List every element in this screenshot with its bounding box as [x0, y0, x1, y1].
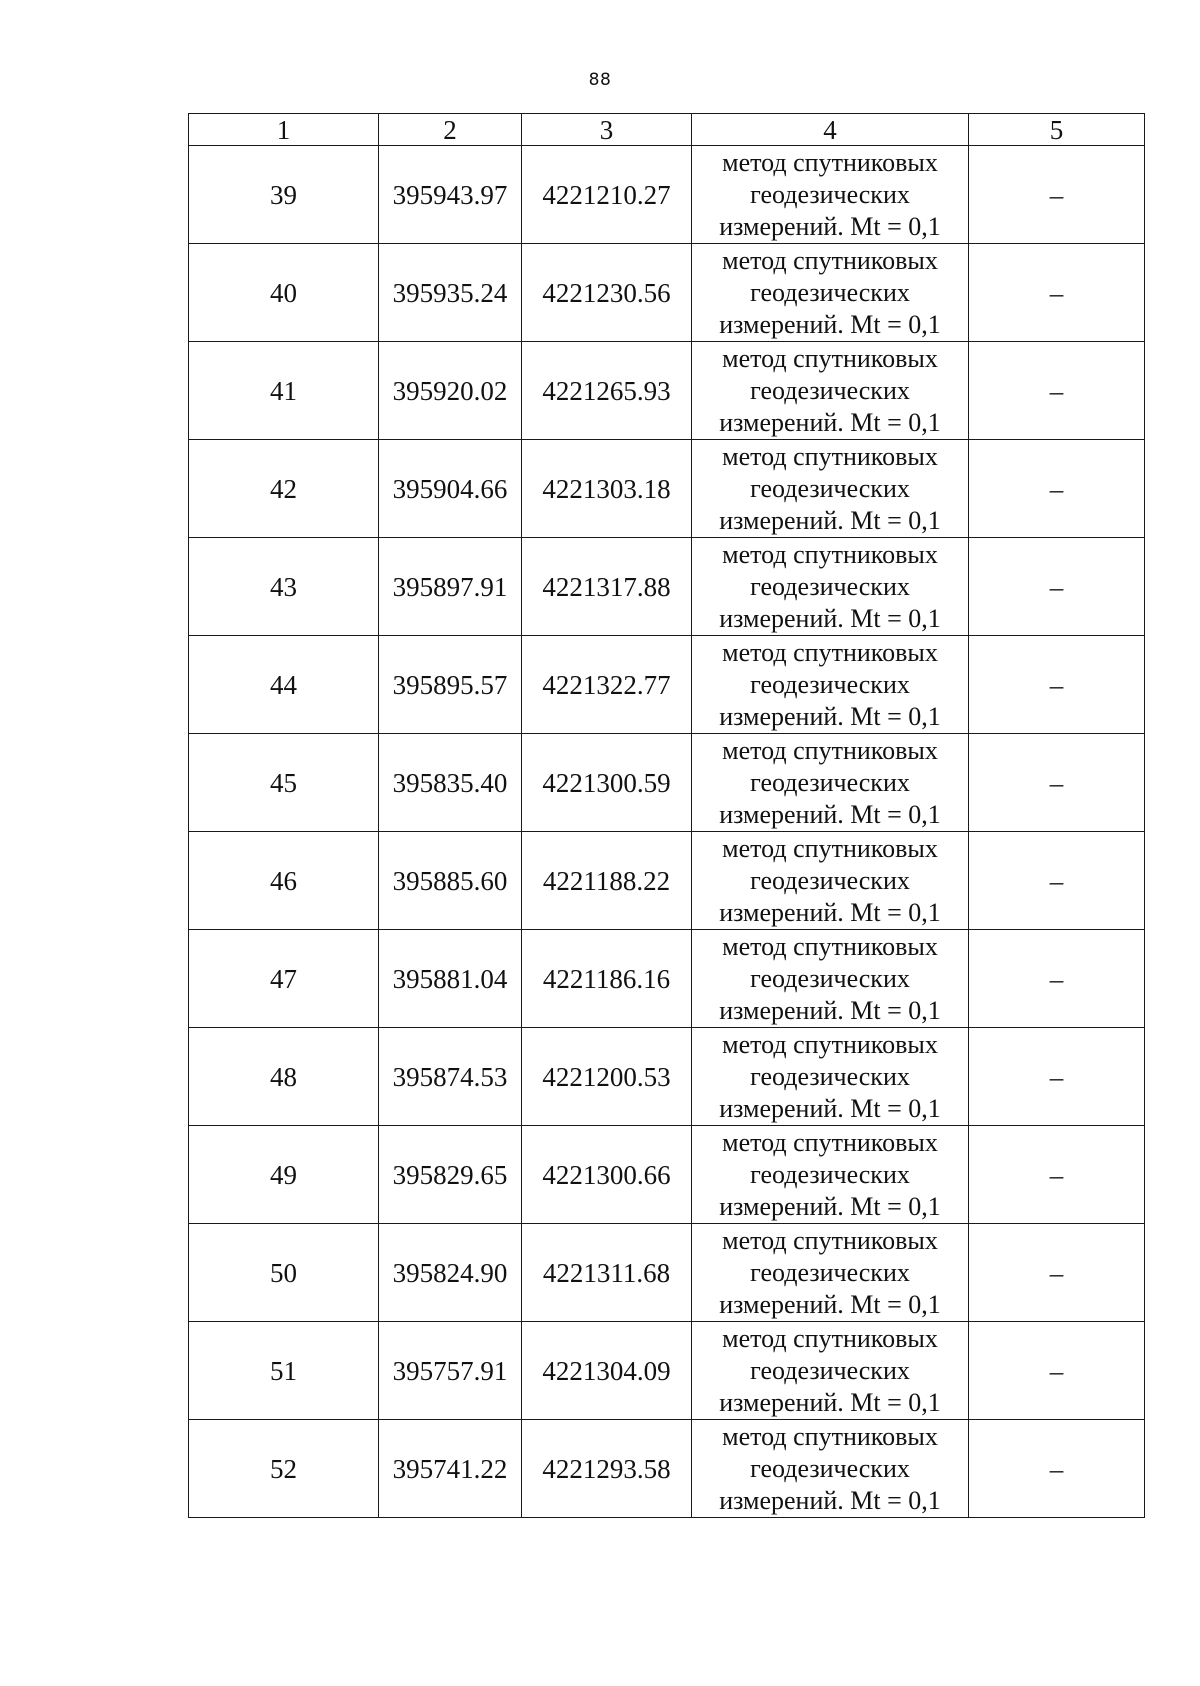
method-line: метод спутниковых	[722, 735, 938, 765]
table-row	[189, 930, 1145, 1028]
coord-x-cell: 395835.40	[379, 734, 522, 832]
method-line: метод спутниковых	[722, 1029, 938, 1059]
method-line: измерений. Mt = 0,1	[719, 505, 941, 535]
point-number-cell: 51	[189, 1322, 379, 1420]
method-line: геодезических	[750, 1061, 910, 1091]
note-cell: –	[969, 1420, 1145, 1518]
method-line: измерений. Mt = 0,1	[719, 1289, 941, 1319]
coord-x-cell: 395885.60	[379, 832, 522, 930]
table-row	[189, 832, 1145, 930]
table-row	[189, 244, 1145, 342]
header-row	[189, 114, 1145, 146]
note-cell: –	[969, 538, 1145, 636]
coord-x-cell: 395824.90	[379, 1224, 522, 1322]
method-line: измерений. Mt = 0,1	[719, 701, 941, 731]
method-line: метод спутниковых	[722, 1323, 938, 1353]
method-line: метод спутниковых	[722, 539, 938, 569]
method-line: метод спутниковых	[722, 245, 938, 275]
point-number-cell: 41	[189, 342, 379, 440]
method-line: геодезических	[750, 473, 910, 503]
point-number-cell: 39	[189, 146, 379, 244]
note-cell: –	[969, 1322, 1145, 1420]
table-row	[189, 440, 1145, 538]
header-col-3: 3	[522, 114, 692, 146]
method-line: измерений. Mt = 0,1	[719, 211, 941, 241]
method-cell	[692, 1322, 969, 1420]
method-cell	[692, 832, 969, 930]
point-number-cell: 48	[189, 1028, 379, 1126]
note-cell: –	[969, 636, 1145, 734]
coord-y-cell: 4221230.56	[522, 244, 692, 342]
point-number-cell: 45	[189, 734, 379, 832]
coord-y-cell: 4221317.88	[522, 538, 692, 636]
method-cell	[692, 440, 969, 538]
coord-y-cell: 4221303.18	[522, 440, 692, 538]
method-line: геодезических	[750, 375, 910, 405]
method-cell	[692, 1028, 969, 1126]
coord-y-cell: 4221265.93	[522, 342, 692, 440]
method-cell	[692, 734, 969, 832]
method-cell	[692, 1420, 969, 1518]
coord-x-cell: 395935.24	[379, 244, 522, 342]
coord-y-cell: 4221300.59	[522, 734, 692, 832]
note-cell: –	[969, 146, 1145, 244]
table-row	[189, 1224, 1145, 1322]
method-line: метод спутниковых	[722, 1127, 938, 1157]
coord-y-cell: 4221293.58	[522, 1420, 692, 1518]
note-cell: –	[969, 440, 1145, 538]
header-col-2: 2	[379, 114, 522, 146]
coord-y-cell: 4221304.09	[522, 1322, 692, 1420]
method-line: измерений. Mt = 0,1	[719, 1093, 941, 1123]
point-number-cell: 49	[189, 1126, 379, 1224]
header-col-1: 1	[189, 114, 379, 146]
method-line: измерений. Mt = 0,1	[719, 799, 941, 829]
method-line: геодезических	[750, 277, 910, 307]
coord-x-cell: 395920.02	[379, 342, 522, 440]
note-cell: –	[969, 832, 1145, 930]
coord-x-cell: 395897.91	[379, 538, 522, 636]
method-line: геодезических	[750, 865, 910, 895]
method-cell	[692, 636, 969, 734]
coord-y-cell: 4221186.16	[522, 930, 692, 1028]
method-cell	[692, 342, 969, 440]
note-cell: –	[969, 930, 1145, 1028]
method-cell	[692, 538, 969, 636]
coord-x-cell: 395904.66	[379, 440, 522, 538]
point-number-cell: 46	[189, 832, 379, 930]
method-line: измерений. Mt = 0,1	[719, 897, 941, 927]
table-row	[189, 342, 1145, 440]
method-line: измерений. Mt = 0,1	[719, 995, 941, 1025]
page-number: 88	[588, 70, 612, 90]
coord-x-cell: 395741.22	[379, 1420, 522, 1518]
method-line: геодезических	[750, 179, 910, 209]
coord-x-cell: 395943.97	[379, 146, 522, 244]
coord-x-cell: 395829.65	[379, 1126, 522, 1224]
point-number-cell: 44	[189, 636, 379, 734]
method-line: метод спутниковых	[722, 931, 938, 961]
point-number-cell: 50	[189, 1224, 379, 1322]
method-line: метод спутниковых	[722, 147, 938, 177]
note-cell: –	[969, 1126, 1145, 1224]
method-line: геодезических	[750, 1355, 910, 1385]
method-line: геодезических	[750, 1159, 910, 1189]
method-cell	[692, 1126, 969, 1224]
point-number-cell: 47	[189, 930, 379, 1028]
coord-x-cell: 395757.91	[379, 1322, 522, 1420]
table-body	[189, 146, 1145, 1518]
method-line: измерений. Mt = 0,1	[719, 407, 941, 437]
table-row	[189, 636, 1145, 734]
note-cell: –	[969, 734, 1145, 832]
method-line: геодезических	[750, 571, 910, 601]
method-line: геодезических	[750, 963, 910, 993]
method-line: геодезических	[750, 767, 910, 797]
method-cell	[692, 244, 969, 342]
method-cell	[692, 146, 969, 244]
method-line: метод спутниковых	[722, 343, 938, 373]
table-row	[189, 734, 1145, 832]
coord-x-cell: 395881.04	[379, 930, 522, 1028]
method-cell	[692, 1224, 969, 1322]
coordinates-table	[188, 113, 1145, 1518]
method-line: геодезических	[750, 1257, 910, 1287]
point-number-cell: 42	[189, 440, 379, 538]
coord-y-cell: 4221210.27	[522, 146, 692, 244]
method-line: измерений. Mt = 0,1	[719, 309, 941, 339]
header-col-4: 4	[692, 114, 969, 146]
method-cell	[692, 930, 969, 1028]
note-cell: –	[969, 244, 1145, 342]
point-number-cell: 52	[189, 1420, 379, 1518]
method-line: метод спутниковых	[722, 1421, 938, 1451]
coord-x-cell: 395895.57	[379, 636, 522, 734]
method-line: геодезических	[750, 1453, 910, 1483]
method-line: метод спутниковых	[722, 441, 938, 471]
note-cell: –	[969, 1224, 1145, 1322]
point-number-cell: 40	[189, 244, 379, 342]
method-line: метод спутниковых	[722, 833, 938, 863]
method-line: метод спутниковых	[722, 1225, 938, 1255]
method-line: измерений. Mt = 0,1	[719, 1387, 941, 1417]
table-row	[189, 1322, 1145, 1420]
table-row	[189, 1420, 1145, 1518]
method-line: метод спутниковых	[722, 637, 938, 667]
method-line: измерений. Mt = 0,1	[719, 603, 941, 633]
method-line: измерений. Mt = 0,1	[719, 1485, 941, 1515]
coord-x-cell: 395874.53	[379, 1028, 522, 1126]
coord-y-cell: 4221300.66	[522, 1126, 692, 1224]
coord-y-cell: 4221188.22	[522, 832, 692, 930]
point-number-cell: 43	[189, 538, 379, 636]
table-row	[189, 1126, 1145, 1224]
table-header	[189, 114, 1145, 146]
method-line: геодезических	[750, 669, 910, 699]
note-cell: –	[969, 342, 1145, 440]
coord-y-cell: 4221311.68	[522, 1224, 692, 1322]
table-row	[189, 146, 1145, 244]
note-cell: –	[969, 1028, 1145, 1126]
coord-y-cell: 4221322.77	[522, 636, 692, 734]
coord-y-cell: 4221200.53	[522, 1028, 692, 1126]
table-row	[189, 1028, 1145, 1126]
method-line: измерений. Mt = 0,1	[719, 1191, 941, 1221]
table-row	[189, 538, 1145, 636]
header-col-5: 5	[969, 114, 1145, 146]
